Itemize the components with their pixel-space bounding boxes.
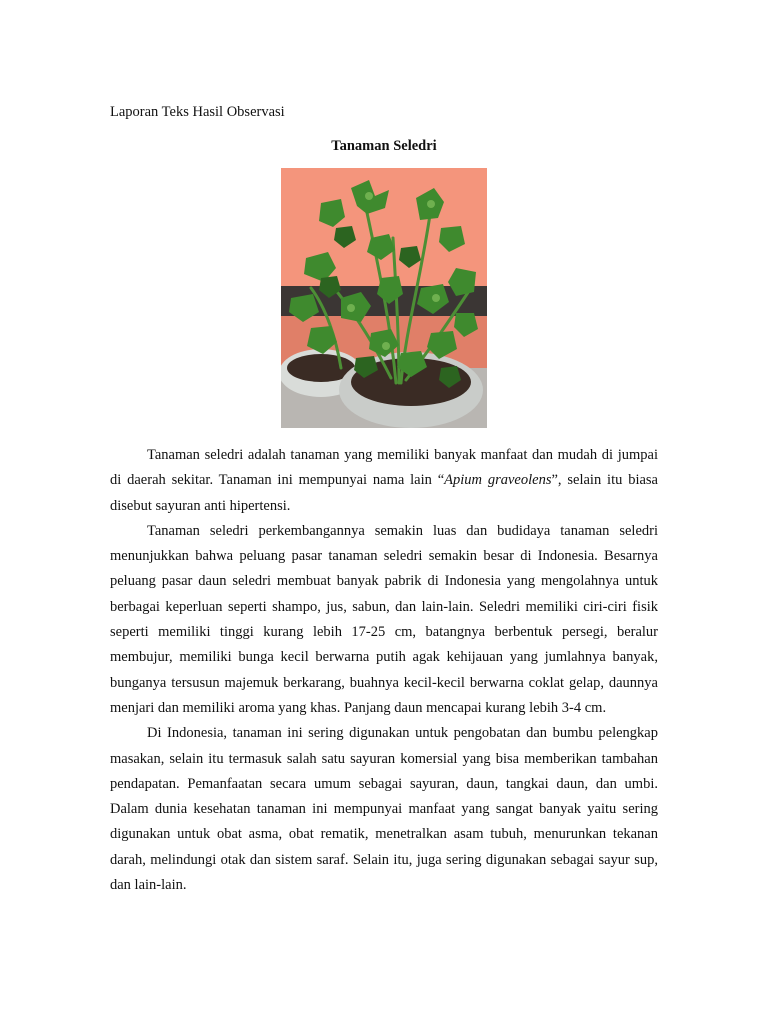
paragraph-uses: Di Indonesia, tanaman ini sering digunakan untuk pengobatan dan bumbu pelengkap masakan, selain itu termasuk salah satu sayuran komersial yang bisa memberikan tambahan pendapatan. Pemanfaatan secara umum sebagai sayuran, daun, tangkai daun, dan umbi. Dalam dunia kesehatan tanaman ini mempunyai manfaat yang sangat banyak yaitu sering digunakan untuk obat asma, obat rematik, menetralkan asam tubuh, menurunkan tekanan darah, melindungi otak dan sistem saraf. Selain itu, juga sering digunakan sebagai sayur sup, dan lain-lain. [110,725,658,894]
body-text [110,443,658,898]
paragraph-intro-text-start: Tanaman seledri adalah tanaman yang memiliki banyak manfaat dan mudah di jumpai di daerah sekitar. Tanaman ini mempunyai nama lain “ [110,447,658,489]
celery-plant-photo [281,168,487,428]
celery-plant-icon [281,168,487,428]
document-title: Tanaman Seledri [331,138,437,154]
scientific-name: Apium graveolens [444,472,552,489]
paragraph-intro-text-end: ”, selain itu biasa disebut sayuran anti hipertensi. [110,472,658,514]
paragraph-intro [110,443,658,519]
paragraph-characteristics: Tanaman seledri perkembangannya semakin luas dan budidaya tanaman seledri menunjukkan bahwa peluang pasar tanaman seledri semakin besar di Indonesia. Besarnya peluang pasar daun seledri membuat banyak pabrik di Indonesia yang mengolahnya untuk berbagai keperluan seperti shampo, jus, sabun, dan lain-lain. Seledri memiliki ciri-ciri fisik seperti memiliki tinggi kurang lebih 17-25 cm, batangnya berbentuk persegi, beralur membujur, memiliki bunga kecil berwarna putih agak kehijauan yang jumlahnya banyak, bunganya tersusun majemuk berkarang, buahnya kecil-kecil berwarna coklat gelap, daunnya menjari dan memiliki aroma yang khas. Panjang daun mencapai kurang lebih 3-4 cm. [110,522,658,716]
report-label: Laporan Teks Hasil Observasi [110,104,285,120]
